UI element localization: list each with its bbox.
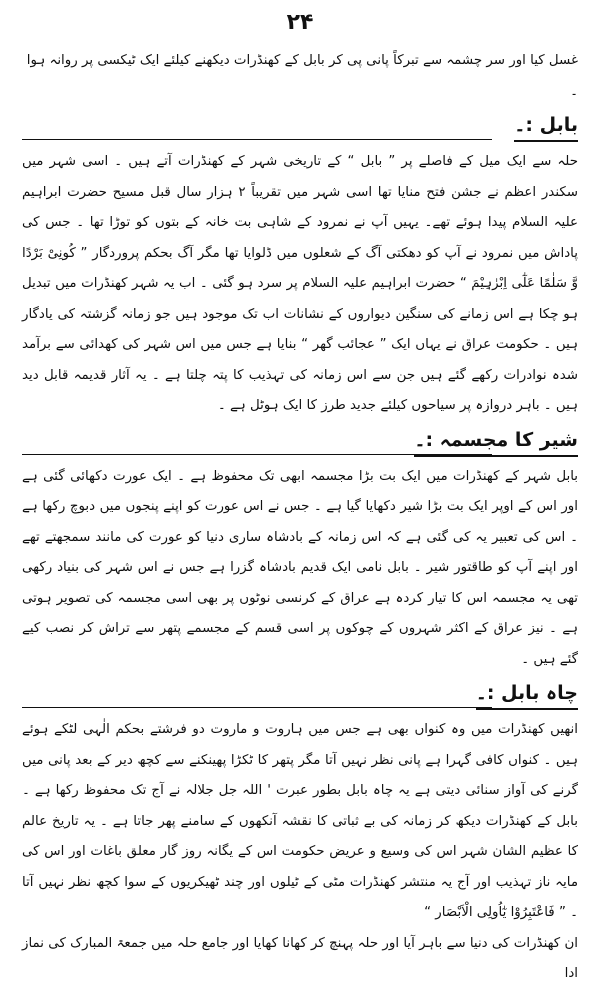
heading-rule bbox=[22, 139, 492, 140]
section-heading-row bbox=[22, 677, 578, 711]
section-heading-row bbox=[22, 424, 578, 458]
section-heading-row bbox=[22, 109, 578, 143]
section-heading-lion-statue: شیر کا مجسمہ :۔ bbox=[414, 426, 578, 457]
lion-statue-paragraph: بابل شہر کے کھنڈرات میں ایک بت بڑا مجسمہ ابھی تک محفوظ ہے ۔ ایک عورت دکھائی گئی ہے اور اس کے اوپر ایک بت بڑا شیر دکھایا گیا ہے ۔ جس نے اس عورت کو اپنے پنجوں میں دبوچ رکھا ہے ۔ اس کی تعبیر یہ کی گئی ہے کہ اس زمانہ کے بادشاہ ساری دنیا کو عورت کی مانند سمجھتے تھے اور اپنے آپ کو طاقتور شیر ۔ بابل نامی ایک قدیم بادشاہ گزرا ہے جس نے اس شہر کی بنیاد رکھی تھی یہ مجسمہ اس کا تیار کردہ ہے عراق کے کرنسی نوٹوں پر بھی اسی مجسمہ کی تصویر ہوتی ہے ۔ نیز عراق کے اکثر شہروں کے چوکوں پر اسی قسم کے مجسمے پتھر سے تراش کر نصب کیے گئے ہیں ۔ bbox=[22, 468, 578, 667]
section-heading-babel: بابل :۔ bbox=[514, 111, 578, 142]
heading-rule bbox=[22, 454, 492, 455]
heading-rule bbox=[22, 707, 492, 708]
babel-paragraph: حلہ سے ایک میل کے فاصلے پر ” بابل “ کے تاریخی شہر کے کھنڈرات آتے ہیں ۔ اسی شہر میں سکندر اعظم نے جشن فتح منایا تھا اسی شہر میں تقریباً ۲ ہزار سال قبل مسیح حضرت ابراہیم علیہ السلام پیدا ہوئے تھے۔ یہیں آپ نے نمرود کے شاہی بت خانہ کے بتوں کو توڑا تھا ۔ جس کی پاداش میں نمرود نے آپ کو دھکتی آگ کے شعلوں میں ڈلوایا تھا مگر آگ بحکم پروردگار ” کُونِیْ بَرْدًا وَّ سَلٰمًا عَلٰٓی اِبْرٰہِیْمَ “ حضرت ابراہیم علیہ السلام پر سرد ہو گئی ۔ اب یہ شہر کھنڈرات میں تبدیل ہو چکا ہے اس زمانے کی سنگین دیواروں کے نشانات اب تک موجود ہیں جو زمانہ گزشتہ کی یادگار ہیں ۔ حکومت عراق نے یہاں ایک ” عجائب گھر “ بنایا ہے جس میں اس شہر کی کھدائی سے برآمد شدہ نوادرات رکھے گئے ہیں جن سے اس زمانہ کی تہذیب کا پتہ چلتا ہے ۔ یہ آثار قدیمہ قابل دید ہیں ۔ باہر دروازہ پر سیاحوں کیلئے جدید طرز کا ایک ہوٹل ہے ۔ bbox=[22, 154, 578, 413]
intro-paragraph: غسل کیا اور سر چشمہ سے تبرکاً پانی پی کر بابل کے کھنڈرات دیکھنے کیلئے ایک ٹیکسی پر روانہ ہوا ۔ bbox=[26, 53, 578, 99]
section-heading-well-of-babel: چاہ بابل :۔ bbox=[476, 679, 578, 710]
well-of-babel-paragraph: انھیں کھنڈرات میں وہ کنواں بھی ہے جس میں ہاروت و ماروت دو فرشتے بحکم الٰہی لٹکے ہوئے ہیں ۔ کنواں کافی گہرا ہے پانی نظر نہیں آتا مگر پتھر کا ٹکڑا پھینکنے سے کچھ دیر کے بعد پانی میں گرنے کی آواز سنائی دیتی ہے یہ چاہ بابل بطور عبرت ' اللہ جل جلالہ نے آج تک محفوظ رکھا ہے ۔ بابل کے کھنڈرات دیکھ کر زمانہ کی بے ثباتی کا نقشہ آنکھوں کے سامنے پھر جاتا ہے ۔ یہ تاریخ عالم کا عظیم الشان شہر اس کی وسیع و عریض حکومت اس کے یگانہ روز گار معلق باغات اور اس کی مایہ ناز تہذیب اور آج یہ منتشر کھنڈرات مٹی کے ٹیلوں اور چند ٹھیکریوں کے سوا کچھ نظر نہیں آتا ۔ ” فَاعْتَبِرُوْا یٰٓاُولِی الْاَبْصَار “ bbox=[22, 722, 578, 920]
page-number: ۲۴ bbox=[286, 10, 314, 35]
closing-paragraph: ان کھنڈرات کی دنیا سے باہر آیا اور حلہ پہنچ کر کھانا کھایا اور جامع حلہ میں جمعۃ المبارک کی نماز ادا bbox=[22, 935, 578, 981]
